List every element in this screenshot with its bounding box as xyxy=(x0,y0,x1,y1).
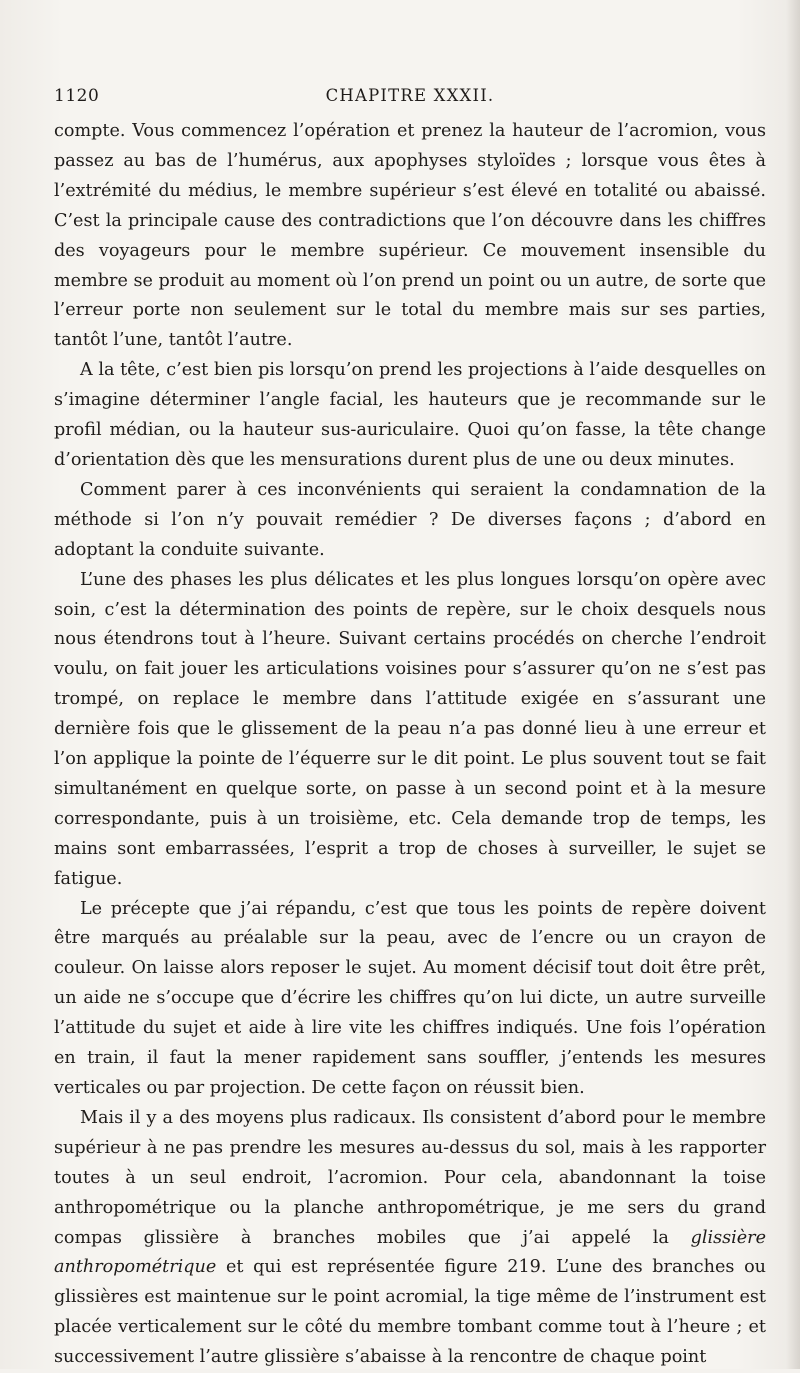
paragraph-6-text-before: Mais il y a des moyens plus radicaux. Ils consistent d’abord pour le membre supérieur à ne pas prendre les mesures au-dessus du sol, mais à les rapporter toutes à un seul endroit, l’acromion. Pour cela, abandonnant la toise anthropométrique ou la planche anthropométrique, je me sers du grand compas glissière à branches mobiles que j’ai appelé la xyxy=(54,1107,766,1248)
page-edge-shadow xyxy=(786,0,800,1369)
paragraph-6-italic-term: glissière anthropométrique xyxy=(54,1227,766,1278)
paragraph-1: compte. Vous commencez l’opération et prenez la hauteur de l’acromion, vous passez au bas de l’humérus, aux apophyses styloïdes ; lorsque vous êtes à l’extrémité du médius, le membre supérieur s’est élevé en totalité ou abaissé. C’est la principale cause des contradictions que l’on découvre dans les chiffres des voyageurs pour le membre supérieur. Ce mouvement insensible du membre se produit au moment où l’on prend un point ou un autre, de sorte que l’erreur porte non seulement sur le total du membre mais sur ses parties, tantôt l’une, tantôt l’autre. xyxy=(54,121,766,351)
paragraph-5: Le précepte que j’ai répandu, c’est que tous les points de repère doivent être marqués au préalable sur la peau, avec de l’encre ou un crayon de couleur. On laisse alors reposer le sujet. Au moment décisif tout doit être prêt, un aide ne s’occupe que d’écrire les chiffres qu’on lui dicte, un autre surveille l’attitude du sujet et aide à lire vite les chiffres indiqués. Une fois l’opération en train, il faut la mener rapidement sans souffler, j’entends les mesures verticales ou par projection. De cette façon on réussit bien. xyxy=(54,898,766,1098)
page-header xyxy=(54,86,766,116)
paragraph-3: Comment parer à ces inconvénients qui seraient la condamnation de la méthode si l’on n’y pouvait remédier ? De diverses façons ; d’abord en adoptant la conduite suivante. xyxy=(54,479,766,560)
body-text xyxy=(54,117,766,1373)
paragraph-2: A la tête, c’est bien pis lorsqu’on prend les projections à l’aide desquelles on s’imagine déterminer l’angle facial, les hauteurs que je recommande sur le profil médian, ou la hauteur sus-auriculaire. Quoi qu’on fasse, la tête change d’orientation dès que les mensurations durent plus de une ou deux minutes. xyxy=(54,360,766,470)
paragraph-6-text-after: et qui est représentée figure 219. L’une des branches ou glissières est maintenue sur le point acromial, la tige même de l’instrument est placée verticalement sur le côté du membre tombant comme tout à l’heure ; et successivement l’autre glissière s’abaisse à la rencontre de chaque point xyxy=(54,1257,766,1368)
paragraph-4: L’une des phases les plus délicates et les plus longues lorsqu’on opère avec soin, c’est la détermination des points de repère, sur le choix desquels nous nous étendrons tout à l’heure. Suivant certains procédés on cherche l’endroit voulu, on fait jouer les articulations voisines pour s’assurer qu’on ne s’est pas trompé, on replace le membre dans l’attitude exigée en s’assurant une dernière fois que le glissement de la peau n’a pas donné lieu à une erreur et l’on applique la pointe de l’équerre sur le dit point. Le plus souvent tout se fait simultanément en quelque sorte, on passe à un second point et à la mesure correspondante, puis à un troisième, etc. Cela demande trop de temps, les mains sont embarrassées, l’esprit a trop de choses à surveiller, le sujet se fatigue. xyxy=(54,569,766,889)
page-number: 1120 xyxy=(54,86,100,106)
paragraph-6 xyxy=(54,1104,766,1373)
running-title: CHAPITRE XXXII. xyxy=(325,86,495,105)
